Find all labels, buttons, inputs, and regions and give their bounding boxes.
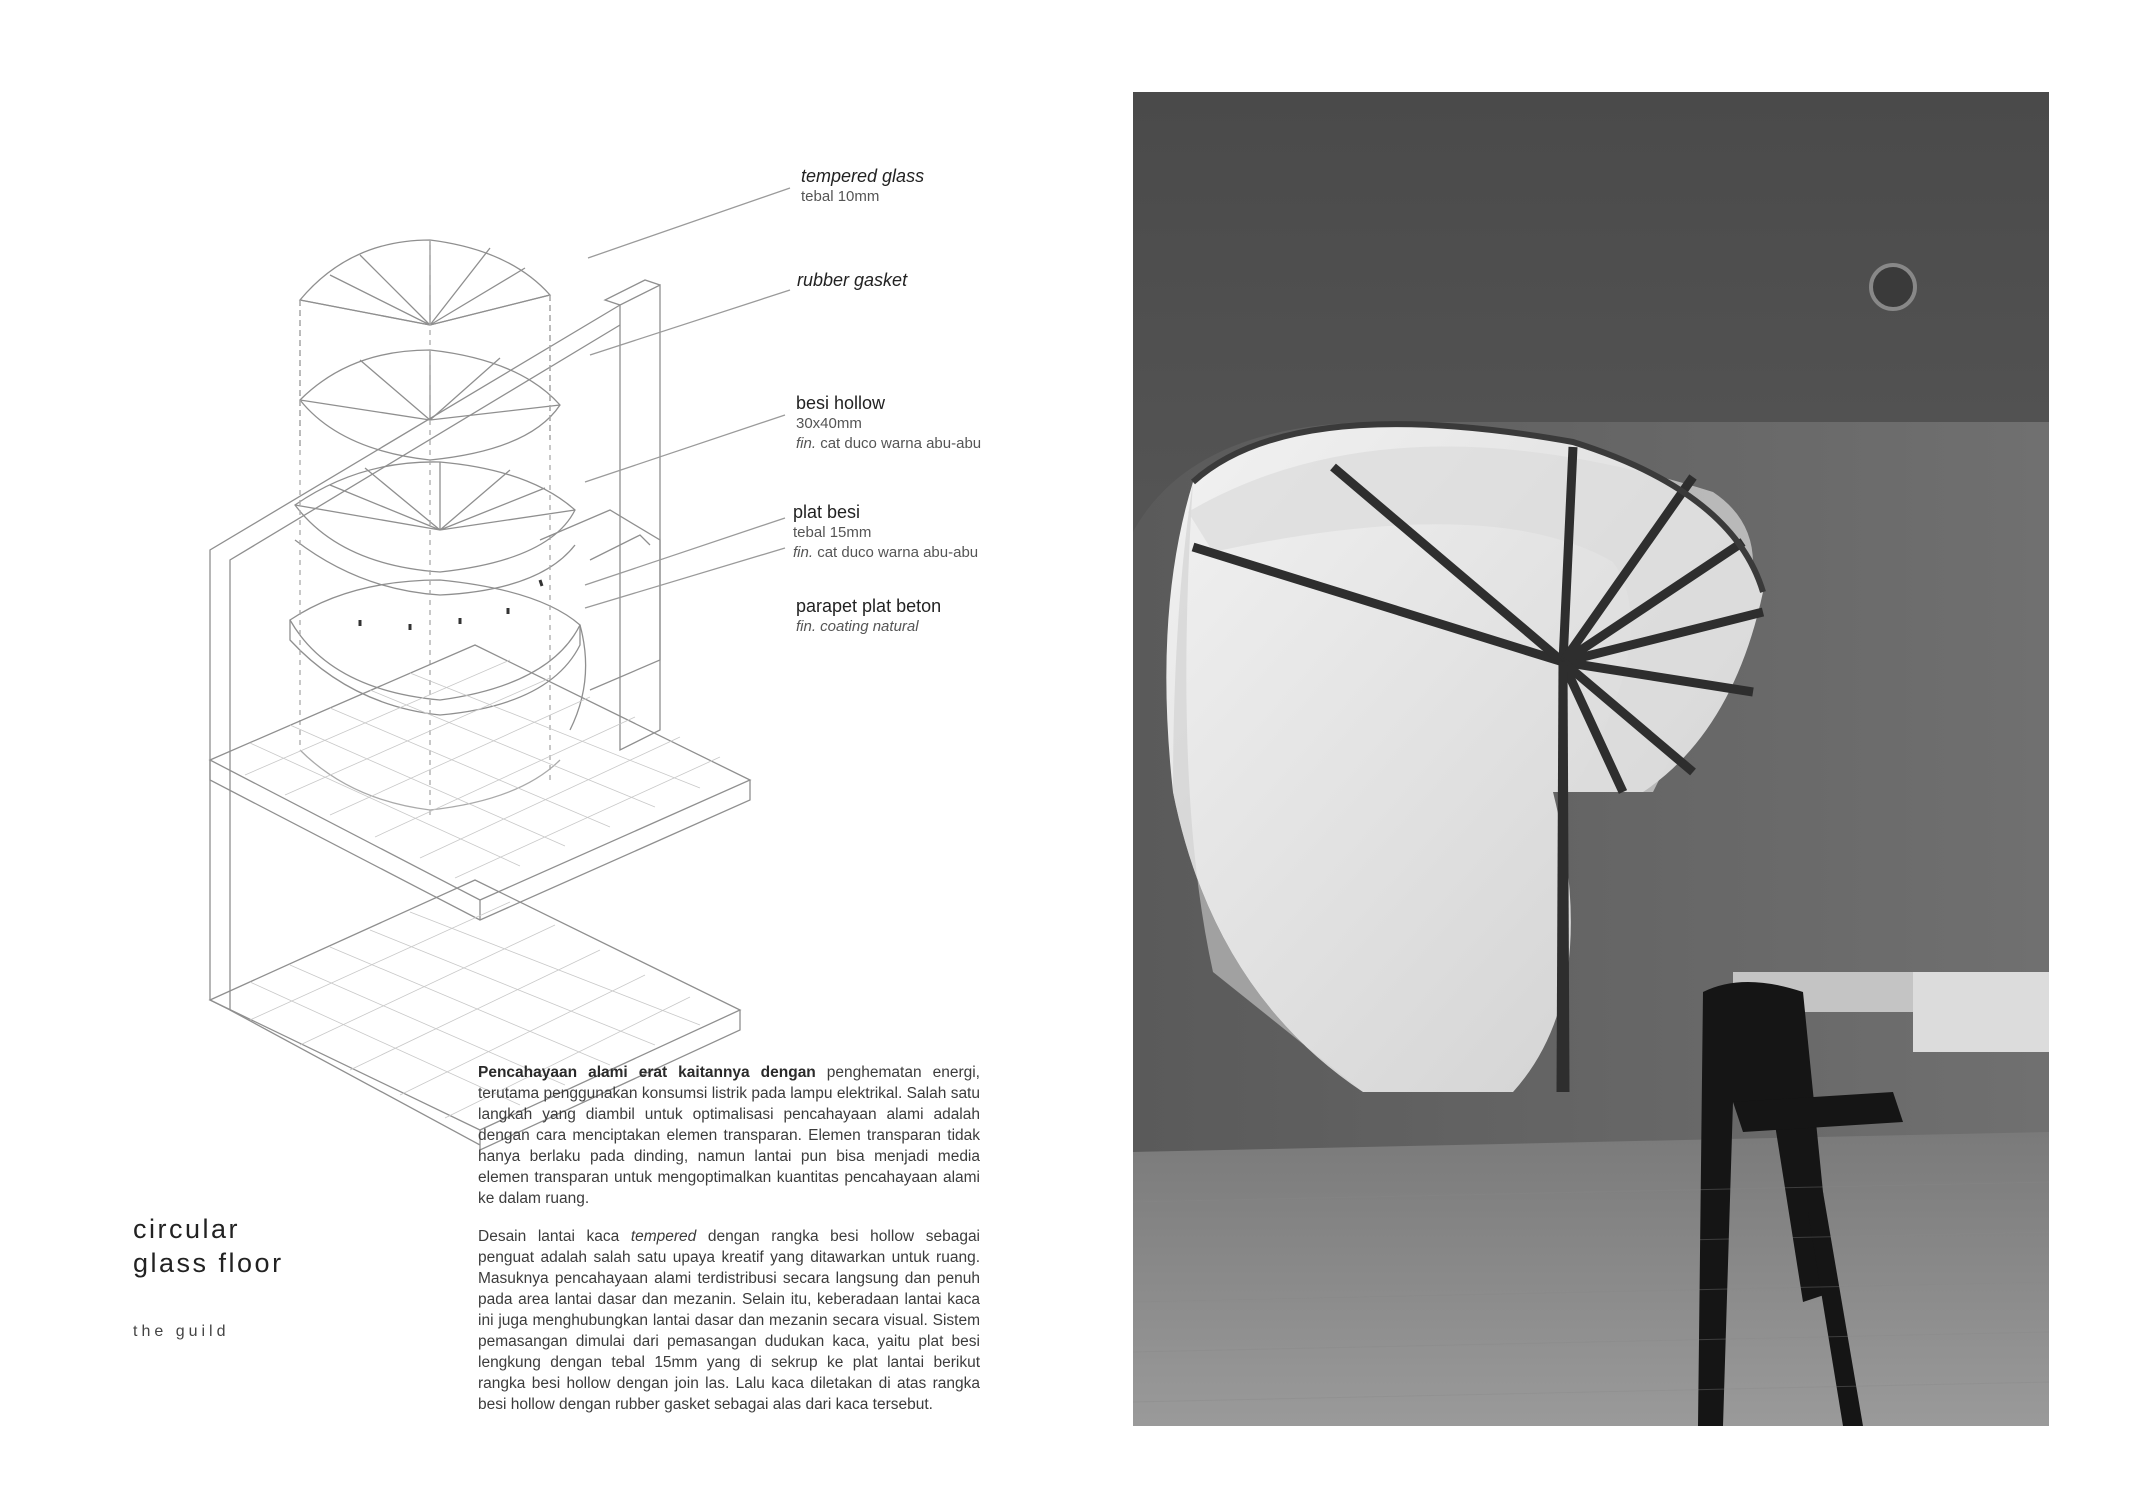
interior-photograph	[1133, 92, 2049, 1426]
callout-parapet-finish: fin. coating natural	[796, 618, 919, 635]
callout-tempered-glass-spec: tebal 10mm	[801, 188, 880, 205]
carpet-floor	[1133, 1132, 2049, 1426]
callout-plat-besi	[793, 502, 988, 563]
callout-rubber-gasket	[797, 270, 907, 291]
callout-besi-hollow-finish	[796, 434, 991, 454]
callout-plat-besi-spec: tebal 15mm	[793, 524, 872, 541]
exploded-axonometric-diagram	[190, 140, 830, 1080]
photo-illustration	[1133, 92, 2049, 1426]
callout-tempered-glass	[801, 166, 924, 207]
body-paragraph-2	[478, 1226, 980, 1415]
parapet-layer	[540, 510, 660, 690]
callout-besi-hollow	[796, 393, 991, 454]
diagram-drawing	[190, 140, 830, 1080]
callout-parapet	[796, 596, 941, 637]
page-title	[133, 1212, 284, 1280]
callout-plat-besi-finish	[793, 543, 988, 563]
callout-rubber-gasket-title: rubber gasket	[797, 270, 908, 290]
callout-plat-besi-title: plat besi	[793, 502, 861, 522]
upper-slab	[210, 645, 750, 920]
paragraph-1-text: penghematan energi, terutama penggunakan konsumsi listrik pada lampu elektrikal. Salah satu langkah yang diambil untuk optimalisasi pencahayaan alami adalah dengan cara menciptakan elemen transparan. Elemen transparan tidak hanya berlaku pada dinding, namun lantai pun bisa menjadi media elemen transparan untuk mengoptimalkan kuantitas pencahayaan alami ke dalam ruang.	[478, 1064, 980, 1207]
paragraph-2-start: Desain lantai kaca	[478, 1228, 620, 1245]
ceiling-downlight	[1871, 265, 1915, 309]
callout-parapet-title: parapet plat beton	[796, 596, 942, 616]
page-subtitle: the guild	[133, 1323, 230, 1340]
paragraph-1-lead: Pencahayaan alami erat kaitannya dengan	[478, 1064, 816, 1081]
paragraph-2-text: dengan rangka besi hollow sebagai penguat adalah salah satu upaya kreatif yang ditawarkan untuk ruang. Masuknya pencahayaan alami terdistribusi secara langsung dan penuh pada area lantai dasar dan mezanin. Selain itu, keberadaan lantai kaca ini juga menghubungkan lantai dasar dan mezanin secara visual. Sistem pemasangan dimulai dari pemasangan dudukan kaca, yaitu plat besi lengkung dengan tebal 15mm yang di sekrup ke plat lantai berikut rangka besi hollow dengan join las. Lalu kaca diletakan di atas rangka besi hollow dengan rubber gasket sebagai alas dari kaca tersebut.	[478, 1228, 981, 1413]
callout-besi-hollow-spec: 30x40mm	[796, 415, 862, 432]
finish-text: cat duco warna abu-abu	[820, 435, 982, 452]
callout-tempered-glass-title: tempered glass	[801, 166, 925, 186]
plat-besi-layer	[290, 580, 586, 730]
tempered-glass-layer	[300, 240, 550, 450]
page-title-line-2: glass floor	[133, 1248, 284, 1278]
body-paragraph-1	[478, 1062, 980, 1209]
finish-text: cat duco warna abu-abu	[817, 544, 979, 561]
wall	[210, 280, 660, 1010]
glass-cylinder	[300, 240, 560, 820]
callout-besi-hollow-title: besi hollow	[796, 393, 886, 413]
page-title-line-1: circular	[133, 1214, 241, 1244]
finish-prefix: fin.	[793, 544, 814, 561]
paragraph-2-italic: tempered	[630, 1228, 697, 1245]
besi-hollow-layer	[295, 462, 575, 595]
finish-prefix: fin.	[796, 435, 817, 452]
